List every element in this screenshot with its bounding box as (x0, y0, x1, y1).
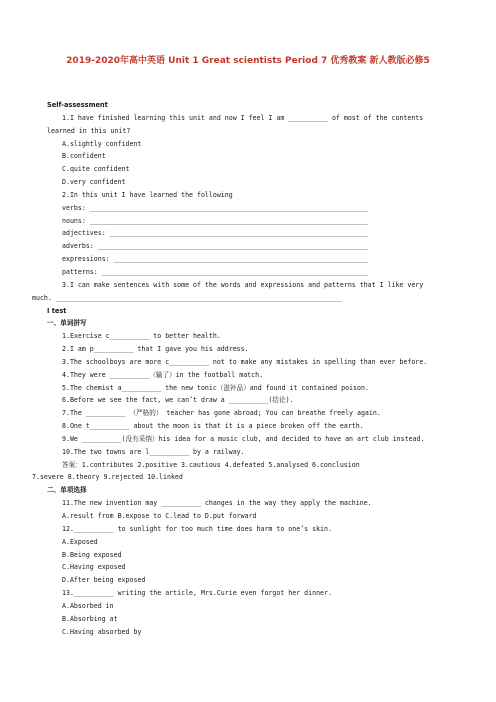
text-line: 7.The __________ （严格的） teacher has gone abroad; You can breathe freely again. (62, 409, 381, 418)
section-heading: 二、单项选择 (47, 486, 87, 495)
text-line: A.Exposed (62, 537, 98, 546)
text-line: 1.Exercise c__________ to better health. (62, 332, 221, 341)
text-line: patterns: ___________________________________________________________________ (62, 267, 368, 276)
text-line: 答案：1.contributes 2.positive 3.cautious 4.defeated 5.analysed 6.conclusion (62, 460, 360, 469)
text-line: D.very confident (62, 178, 126, 187)
text-line: adverbs: ____________________________________________________________________ (62, 242, 368, 251)
text-line: 2.In this unit I have learned the following (62, 190, 233, 199)
text-line: C.Having absorbed by (62, 627, 142, 636)
text-line: 1.I have finished learning this unit and now I feel I am __________ of most of the contents (62, 113, 424, 122)
text-line: 2.I am p__________ that I gave you his address. (62, 345, 249, 354)
section-heading: Ⅰ test (47, 306, 67, 315)
text-line: A.result from B.expose to C.lead to D.put forward (62, 512, 257, 520)
text-line: D.After being exposed (62, 576, 146, 585)
text-line: nouns: ______________________________________________________________________ (62, 216, 368, 225)
text-line: much. ________________________________________________________________________ (32, 293, 342, 302)
text-line: B.Being exposed (62, 550, 122, 559)
section-heading: 一、单词拼写 (47, 319, 87, 328)
document-title: 2019-2020年高中英语 Unit 1 Great scientists Period 7 优秀教案 新人教版必修5 (66, 56, 430, 66)
document-body (32, 99, 467, 638)
text-line: 5.The chemist a__________ the new tonic（滋补品）and found it contained poison. (62, 383, 369, 392)
text-line: verbs: ______________________________________________________________________ (62, 203, 368, 212)
text-line: 9.We __________(没有采纳）his idea for a music club, and decided to have an art club instead. (62, 434, 425, 443)
text-line: 4.They were __________（输了）in the football match. (62, 370, 264, 379)
text-line: expressions: ________________________________________________________________ (62, 255, 368, 264)
text-line: 8.One t__________ about the moon is that it is a piece broken off the earth. (62, 422, 364, 431)
text-line: 13.__________ writing the article, Mrs.Curie even forgot her dinner. (62, 589, 332, 598)
text-line: adjectives: _________________________________________________________________ (62, 229, 368, 238)
text-line: 3.The schoolboys are more c__________ not to make any mistakes in spelling than ever before. (62, 357, 428, 366)
text-line: 7.severe 8.theory 9.rejected 10.linked (32, 473, 183, 482)
text-line: B.Absorbing at (62, 614, 118, 623)
text-line: C.Having exposed (62, 563, 126, 572)
text-line: 3.I can make sentences with some of the words and expressions and patterns that I like very (62, 280, 424, 289)
text-line: 12.__________ to sunlight for too much time does harm to one’s skin. (62, 524, 332, 533)
text-line: 6.Before we see the fact, we can’t draw a __________(结论). (62, 396, 294, 405)
text-line: learned in this unit? (47, 126, 131, 135)
text-line: 10.The two towns are l__________ by a railway. (62, 447, 245, 456)
section-heading: Self-assessment (47, 101, 108, 109)
text-line: B.confident (62, 152, 106, 161)
text-line: A.Absorbed in (62, 601, 114, 610)
text-line: 11.The new invention may __________ changes in the way they apply the machine. (62, 499, 372, 508)
text-line: C.quite confident (62, 165, 130, 174)
text-line: A.slightly confident (62, 139, 142, 148)
